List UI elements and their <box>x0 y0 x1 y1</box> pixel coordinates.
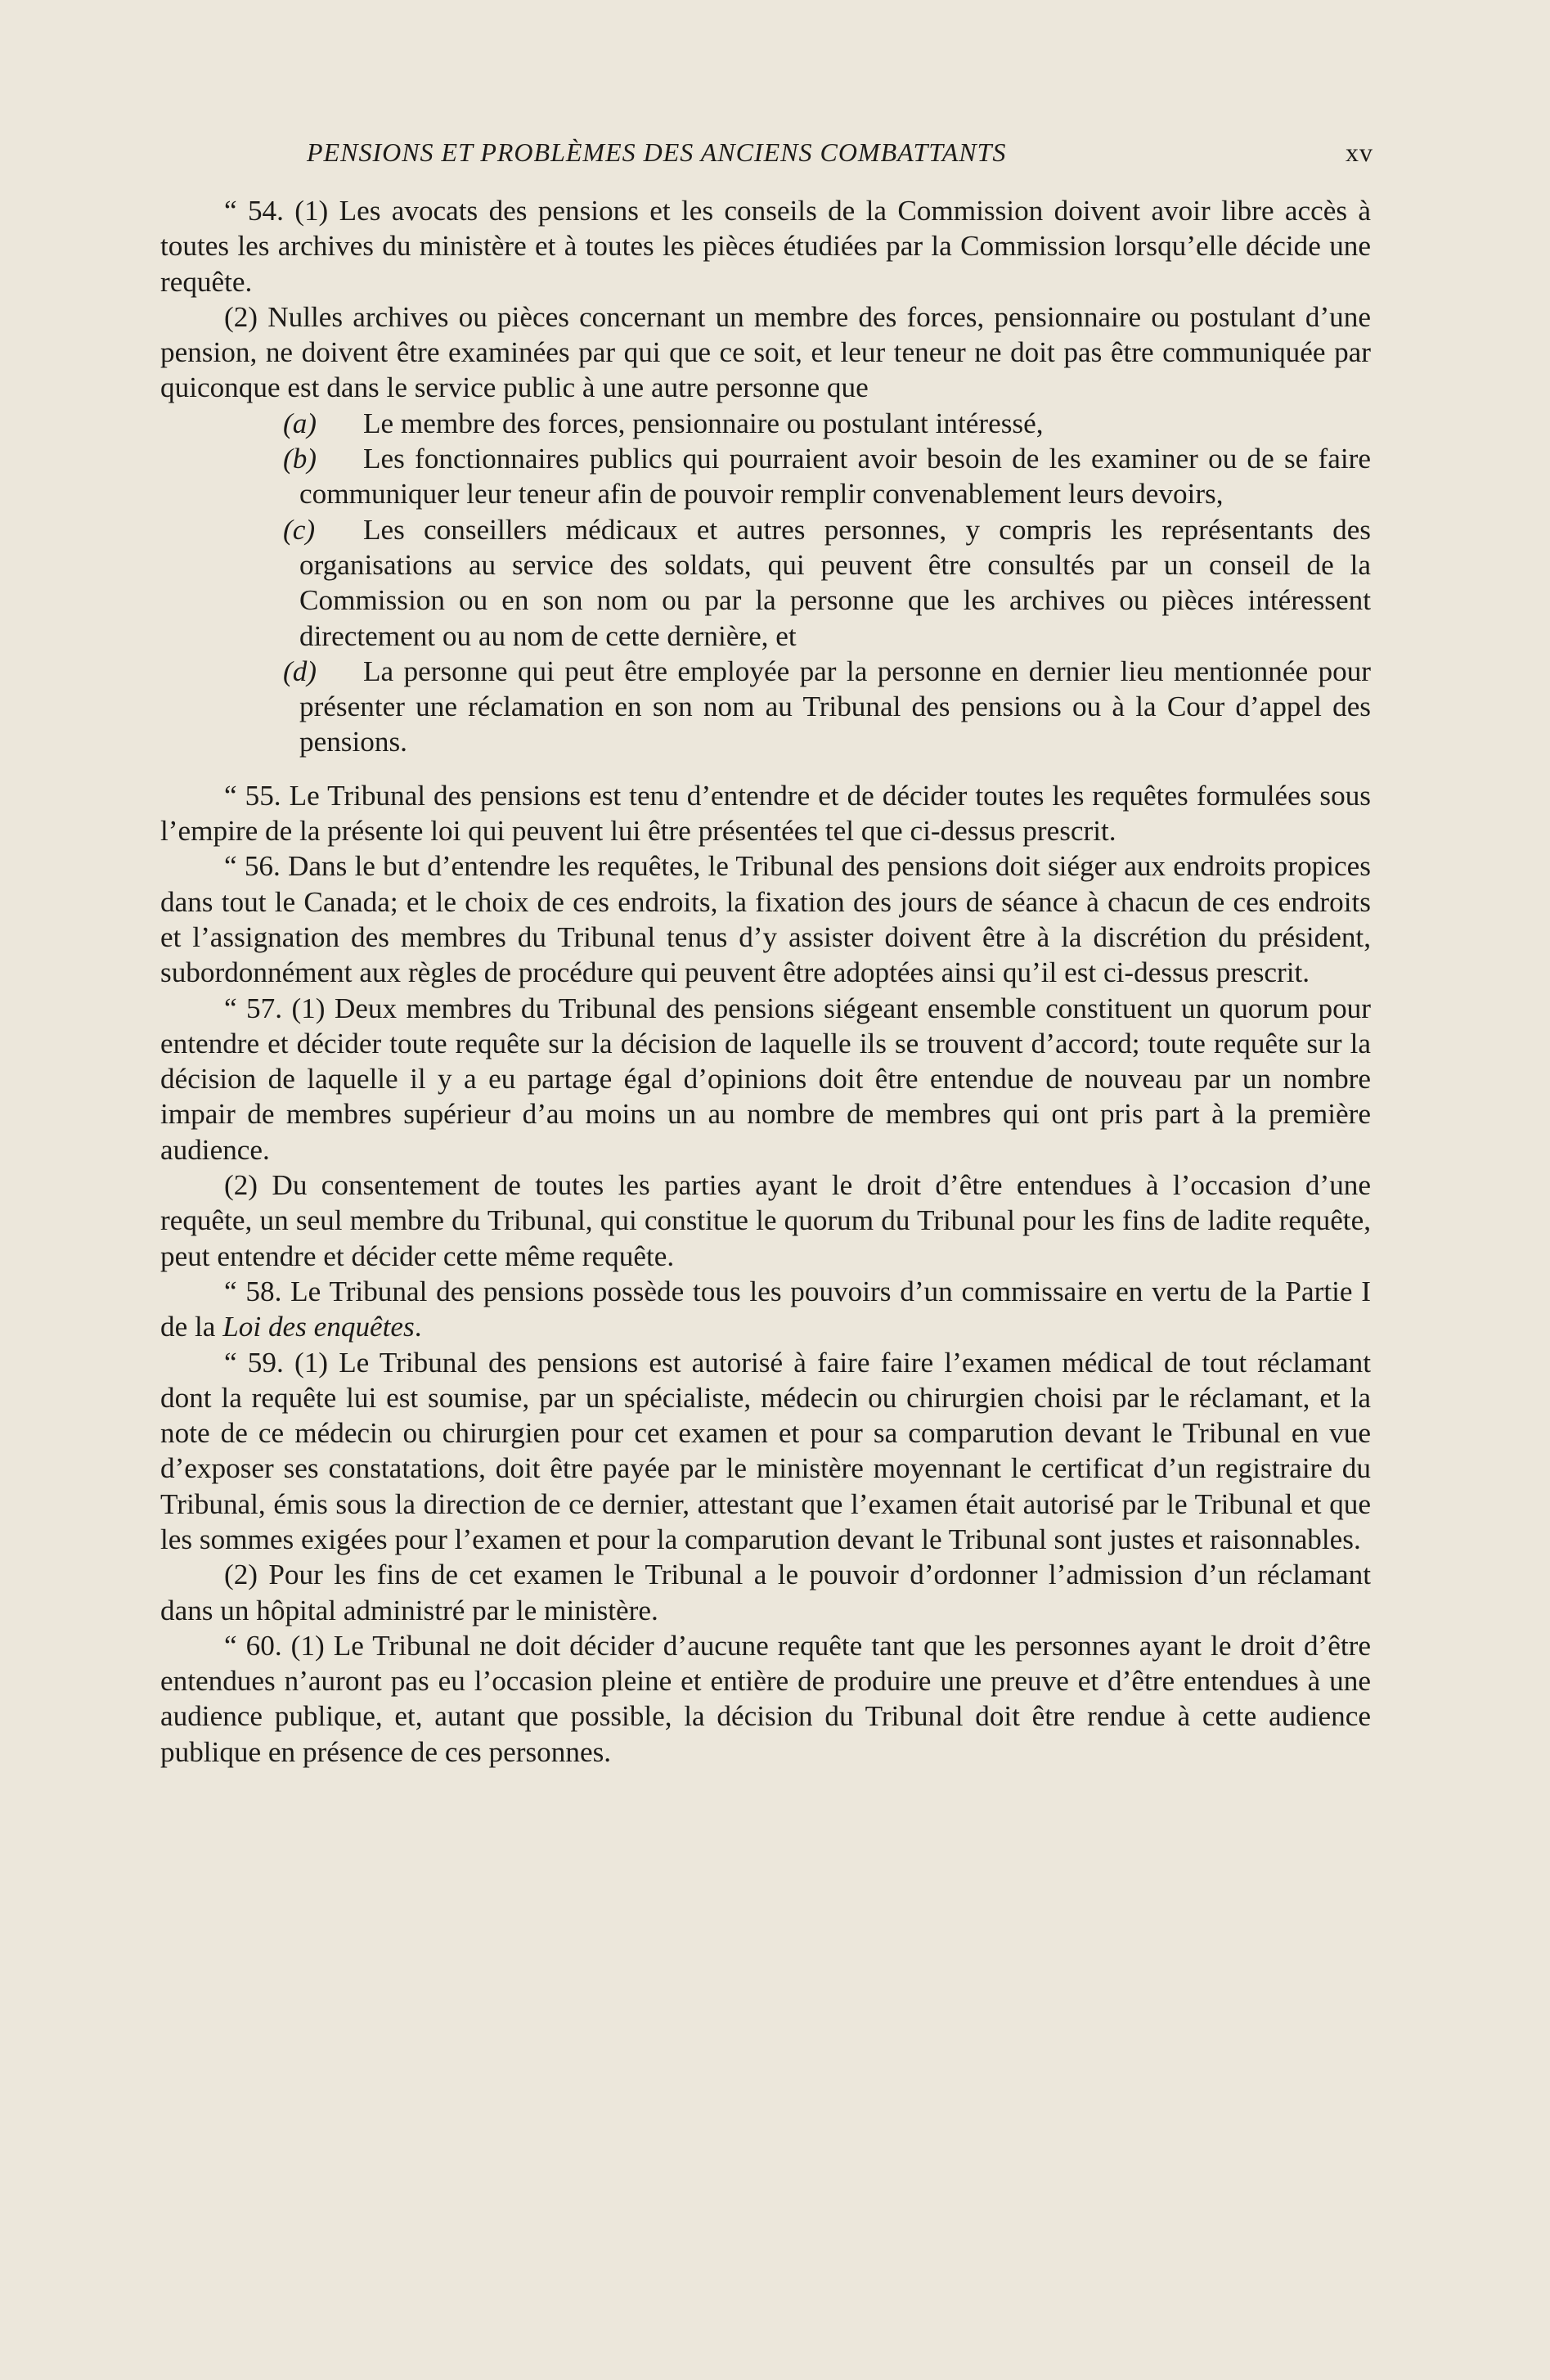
item-label-a: (a) <box>283 407 317 439</box>
section-57-paragraph-1: “ 57. (1) Deux membres du Tribunal des pensions siégeant ensemble constituent un quorum pour entendre et décider toute requête sur la décision de laquelle ils se trouvent d’accord; toute requête sur la décision de laquelle il y a eu partage égal d’opinions doit être entendue de nouveau par un nombre impair de membres supérieur d’au moins un au nombre de membres qui ont pris part à la première audience. <box>160 992 1371 1166</box>
item-text-d: La personne qui peut être employée par la personne en dernier lieu mentionnée pour présenter une réclamation en son nom au Tribunal des pensions ou à la Cour d’appel des pensions. <box>299 655 1371 758</box>
section-58-act-title: Loi des enquêtes <box>222 1311 415 1343</box>
item-text-b: Les fonctionnaires publics qui pourraient avoir besoin de les examiner ou de se faire communiquer leur teneur afin de pouvoir remplir convenablement leurs devoirs, <box>299 443 1371 511</box>
section-60: “ 60. (1) Le Tribunal ne doit décider d’aucune requête tant que les personnes ayant le droit d’être entendues n’auront pas eu l’occasion pleine et entière de produire une preuve et d’être entendues à une audience publique, et, autant que possible, la décision du Tribunal doit être rendue à cette audience publique en présence de ces personnes. <box>160 1629 1371 1768</box>
list-item-b <box>160 441 1371 512</box>
item-label-d: (d) <box>283 655 317 687</box>
section-58-end: . <box>414 1311 422 1343</box>
list-item-a <box>160 406 1371 441</box>
page-number: xv <box>1346 137 1373 167</box>
section-59-paragraph-1: “ 59. (1) Le Tribunal des pensions est autorisé à faire faire l’examen médical de tout réclamant dont la requête lui est soumise, par un spécialiste, médecin ou chirurgien choisi par le réclamant, et la note de ce médecin ou chirurgien pour cet examen et pour sa comparution devant le Tribunal en vue d’exposer ses constatations, doit être payée par le ministère moyennant le certificat d’un registraire du Tribunal, émis sous la direction de ce dernier, attestant que l’examen était autorisé par le Tribunal et que les sommes exigées pour l’examen et pour la comparution devant le Tribunal sont justes et raisonnables. <box>160 1346 1371 1555</box>
item-text-a: Le membre des forces, pensionnaire ou postulant intéressé, <box>363 407 1044 439</box>
section-58 <box>160 1274 1371 1345</box>
item-label-c: (c) <box>283 513 316 546</box>
list-item-c <box>160 512 1371 654</box>
section-57-paragraph-2: (2) Du consentement de toutes les parties ayant le droit d’être entendues à l’occasion d’une requête, un seul membre du Tribunal, qui constitue le quorum du Tribunal pour les fins de ladite requête, peut entendre et décider cette même requête. <box>160 1169 1371 1272</box>
section-55: “ 55. Le Tribunal des pensions est tenu d’entendre et de décider toutes les requêtes formulées sous l’empire de la présente loi qui peuvent lui être présentées tel que ci-dessus prescrit. <box>160 779 1371 848</box>
item-label-b: (b) <box>283 443 317 475</box>
text-body <box>160 193 1371 1770</box>
section-54-paragraph-1: “ 54. (1) Les avocats des pensions et les conseils de la Commission doivent avoir libre accès à toutes les archives du ministère et à toutes les pièces étudiées par la Commission lorsqu’elle décide une requête. <box>160 195 1371 298</box>
section-56: “ 56. Dans le but d’entendre les requêtes, le Tribunal des pensions doit siéger aux endroits propices dans tout le Canada; et le choix de ces endroits, la fixation des jours de séance à chacun de ces endroits et l’assignation des membres du Tribunal tenus d’y assister doivent être à la discrétion du président, subordonnément aux règles de procédure qui peuvent être adoptées ainsi qu’il est ci-dessus prescrit. <box>160 850 1371 989</box>
running-title: PENSIONS ET PROBLÈMES DES ANCIENS COMBATTANTS <box>307 137 1007 167</box>
running-header <box>307 137 1373 173</box>
list-item-d <box>160 654 1371 760</box>
item-text-c: Les conseillers médicaux et autres personnes, y compris les représentants des organisations au service des soldats, qui peuvent être consultés par un conseil de la Commission ou en son nom ou par la personne que les archives ou pièces intéressent directement ou au nom de cette dernière, et <box>299 513 1371 652</box>
section-59-paragraph-2: (2) Pour les fins de cet examen le Tribunal a le pouvoir d’ordonner l’admission d’un réclamant dans un hôpital administré par le ministère. <box>160 1559 1371 1626</box>
section-58-text: “ 58. Le Tribunal des pensions possède tous les pouvoirs d’un commissaire en vertu de la Partie I de la <box>160 1275 1371 1343</box>
section-54-paragraph-2: (2) Nulles archives ou pièces concernant un membre des forces, pensionnaire ou postulant d’une pension, ne doivent être examinées par qui que ce soit, et leur teneur ne doit pas être communiquée par quiconque est dans le service public à une autre personne que <box>160 300 1371 404</box>
